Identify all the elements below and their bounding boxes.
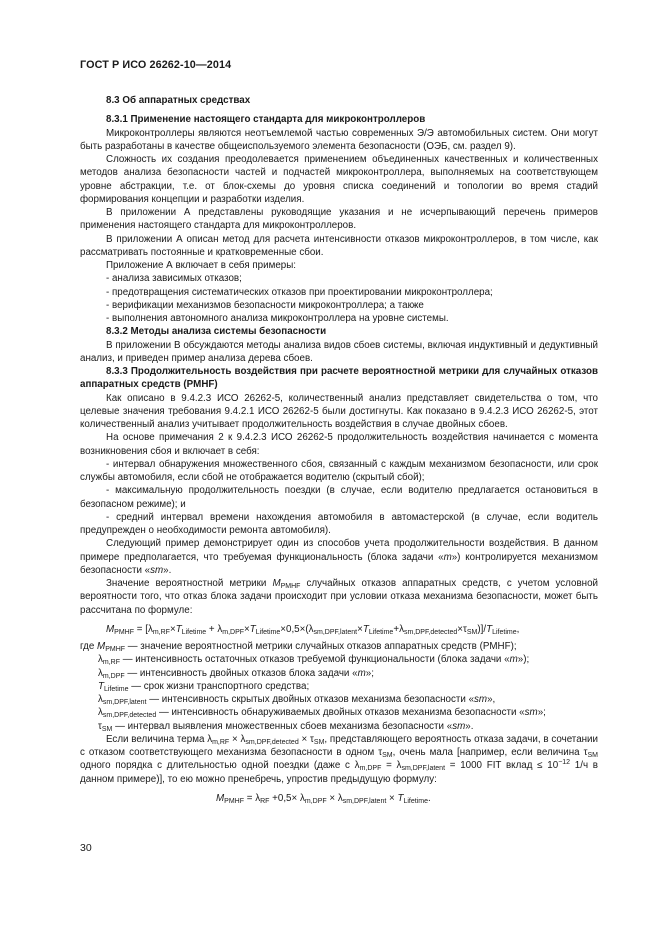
list-item: - предотвращения систематических отказов при проектировании микроконтроллера; [106, 286, 493, 298]
paragraph: Приложение А включает в себя примеры: [106, 260, 296, 271]
where-line: где $M_{PMHF}$ — значение вероятностной метрики случайных отказов аппаратных средств (PMHF); [80, 641, 517, 653]
formula-pmhf-simplified: $M_{PMHF} = \lambda_{RF} +0,5\times \lambda_{m,DPF} \times \lambda_{sm,DPF,latent} \times T_{Lifetime}$. [216, 792, 431, 805]
list-item: - анализа зависимых отказов; [106, 273, 242, 285]
document-header: ГОСТ Р ИСО 26262-10—2014 [80, 59, 232, 71]
where-line: $\lambda_{sm,DPF,latent}$ — интенсивность скрытых двойных отказов механизма безопасности «sm», [98, 694, 496, 706]
where-line: $\lambda_{m,RF}$ — интенсивность остаточных отказов требуемой функциональности (блока задачи «m»); [98, 654, 530, 667]
paragraph: В приложении В обсуждаются методы анализа видов сбоев системы, включая индуктивный и дедуктивный анализ, и приведен пример анализа дерева сбоев. [80, 339, 598, 364]
page-body [80, 88, 598, 805]
paragraph: В приложении А описан метод для расчета интенсивности отказов микроконтроллеров, в том числе, как рассматривать постоянные и кратковременные сбои. [80, 233, 598, 258]
paragraph: Следующий пример демонстрирует один из способов учета продолжительности воздействия. В данном примере предполагается, что требуемая функциональность (блока задачи «m») контролируется механизмом безопасности «sm». [80, 538, 598, 576]
section-title-8-3-2: 8.3.2 Методы анализа системы безопасности [106, 326, 327, 338]
paragraph: Если величина терма $\lambda_{m,RF} \times \lambda_{sm,DPF,detected} \times \tau_{SM}$, представляющего вероятность отказа задачи, в сочетании с отказом соответствующего механизма безопасности в одном $\tau_{SM}$, очень мала [например, если величина $\tau_{SM}$ одного порядка с длительностью одной поездки (даже с $\lambda_{m,DPF} = \lambda_{sm,DPF,latent} = 1000$ FIT вклад ≤ $10^{-12}$ 1/ч в данном примере)], то ею можно пренебречь, упростив предыдущую формулу: [80, 733, 598, 785]
formula-pmhf: $M_{PMHF} = [\lambda_{m,RF}\times T_{Lifetime} + \lambda_{m,DPF}\times T_{Lifetime}\times 0,5\times(\lambda_{sm,DPF,latent}\times T_{Lifetime}+\lambda_{sm,DPF,detected}\times\tau_{SM})]/T_{Lifetime}$, [106, 623, 520, 636]
section-title-8-3-3: 8.3.3 Продолжительность воздействия при расчете вероятностной метрики для случайных отказов аппаратных средств (PMHF) [80, 366, 598, 391]
paragraph: Сложность их создания преодолевается применением объединенных качественных и количественных методов анализа безопасности частей и подчастей микроконтроллера, выполняемых на соответствующем уровне абстракции, т.е. от блок-схемы до уровня списка соединений и топологии во время стадий формирования концепции и разработки изделия. [80, 154, 598, 205]
list-item: - верификации механизмов безопасности микроконтроллера; а также [106, 299, 424, 311]
page-number: 30 [80, 842, 92, 854]
where-line: $\lambda_{sm,DPF,detected}$ — интенсивность обнаруживаемых двойных отказов механизма безопасности «sm»; [98, 707, 546, 720]
paragraph: В приложении А представлены руководящие указания и не исчерпывающий перечень примеров применения настоящего стандарта для микроконтроллеров. [80, 207, 598, 232]
list-item: - интервал обнаружения множественного сбоя, связанный с каждым механизмом безопасности, или срок службы автомобиля, если сбой не отображается водителю (скрытый сбой); [80, 458, 598, 483]
list-item: - выполнения автономного анализа микроконтроллера на уровне системы. [106, 313, 449, 324]
list-item: - максимальную продолжительность поездки (в случае, если водителю предлагается остановиться в безопасном режиме); и [80, 485, 598, 510]
section-title-8-3: 8.3 Об аппаратных средствах [106, 95, 251, 106]
paragraph: Значение вероятностной метрики $M_{PMHF}$ случайных отказов аппаратных средств, с учетом условной вероятности того, что отказ блока задачи происходит при условии отказа механизма безопасности, может быть рассчитана по формуле: [80, 578, 598, 616]
where-line: $\lambda_{m,DPF}$ — интенсивность двойных отказов блока задачи «m»; [98, 667, 374, 680]
paragraph: Как описано в 9.4.2.3 ИСО 26262-5, количественный анализ представляет свидетельства о том, что целевые значения требования 9.4.2.1 ИСО 26262-5 были достигнуты. Как показано в 9.4.2.3 ИСО 26262-5, этот количественный анализ учитывает продолжительность воздействия в случае двойных сбоев. [80, 392, 598, 430]
list-item: - средний интервал времени нахождения автомобиля в автомастерской (в случае, если водитель предупрежден о необходимости ремонта автомобиля). [80, 511, 598, 536]
paragraph: На основе примечания 2 к 9.4.2.3 ИСО 26262-5 продолжительность воздействия начинается с момента возникновения сбоя и включает в себя: [80, 432, 598, 457]
section-title-8-3-1: 8.3.1 Применение настоящего стандарта для микроконтроллеров [106, 114, 426, 126]
paragraph: Микроконтроллеры являются неотъемлемой частью современных Э/Э автомобильных систем. Они могут быть разработаны в качестве общеиспользуемого элемента безопасности (ОЭБ, см. раздел 9). [80, 127, 598, 152]
where-line: $\tau_{SM}$ — интервал выявления множественных сбоев механизма безопасности «sm». [98, 720, 474, 733]
where-line: $T_{Lifetime}$ — срок жизни транспортного средства; [98, 680, 310, 693]
